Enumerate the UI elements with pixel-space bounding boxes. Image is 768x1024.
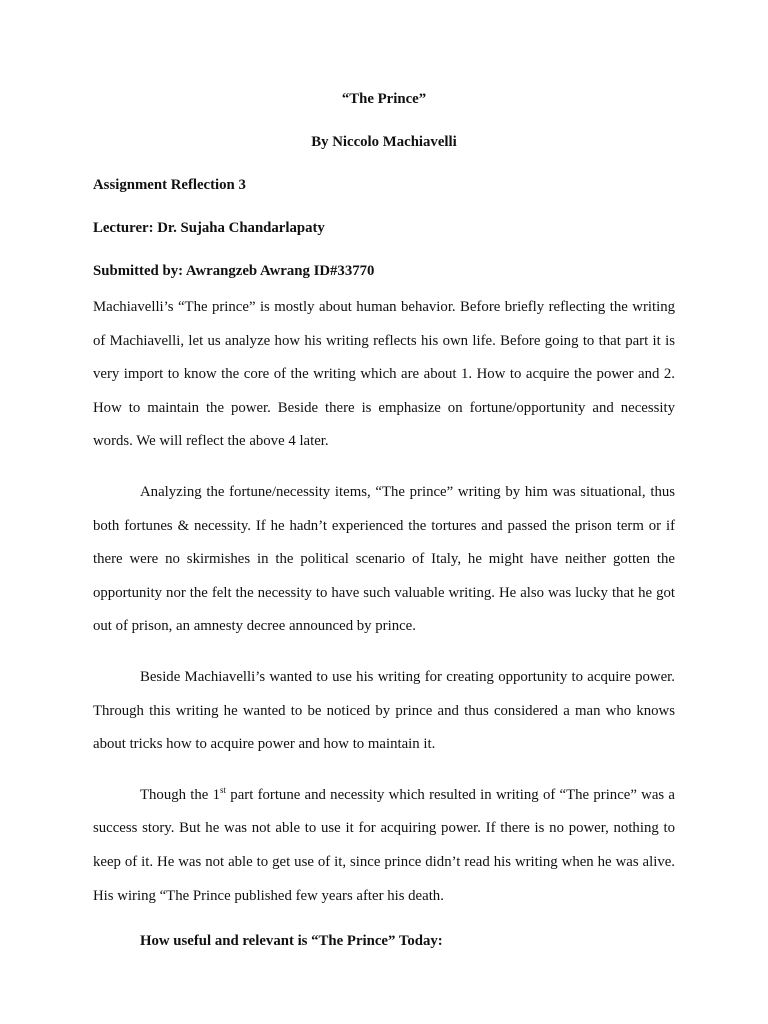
ordinal-superscript: st [220, 784, 227, 795]
document-title: “The Prince” [341, 91, 427, 107]
submitted-by-label: Submitted by: Awrangzeb Awrang ID#33770 [93, 263, 375, 279]
section-subheading: How useful and relevant is “The Prince” Today: [140, 933, 443, 950]
paragraph-4-start: Though the 1 [140, 786, 221, 803]
author-byline: By Niccolo Machiavelli [311, 134, 457, 150]
assignment-label: Assignment Reflection 3 [93, 177, 246, 193]
paragraph-4 [93, 779, 675, 913]
document-body [93, 88, 675, 952]
lecturer-label: Lecturer: Dr. Sujaha Chandarlapaty [93, 220, 325, 236]
paragraph-2: Analyzing the fortune/necessity items, “The prince” writing by him was situational, thus both fortunes & necessity. If he hadn’t experienced the tortures and passed the prison term or if there were no skirmishes in the political scenario of Italy, he might have neither gotten the opportunity nor the felt the necessity to have such valuable writing. He also was lucky that he got out of prison, an amnesty decree announced by prince. [93, 483, 675, 635]
paragraph-3: Beside Machiavelli’s wanted to use his writing for creating opportunity to acquire power. Through this writing he wanted to be noticed by prince and thus considered a man who knows about tricks how to acquire power and how to maintain it. [93, 668, 675, 753]
paragraph-1: Machiavelli’s “The prince” is mostly about human behavior. Before briefly reflecting the writing of Machiavelli, let us analyze how his writing reflects his own life. Before going to that part it is very import to know the core of the writing which are about 1. How to acquire the power and 2. How to maintain the power. Beside there is emphasize on fortune/opportunity and necessity words. We will reflect the above 4 later. [93, 299, 675, 450]
paragraph-4-rest: part fortune and necessity which resulted in writing of “The prince” was a success story. But he was not able to use it for acquiring power. If there is no power, nothing to keep of it. He was not able to get use of it, since prince didn’t read his writing when he was alive. His wiring “The Prince published few years after his death. [93, 786, 676, 904]
